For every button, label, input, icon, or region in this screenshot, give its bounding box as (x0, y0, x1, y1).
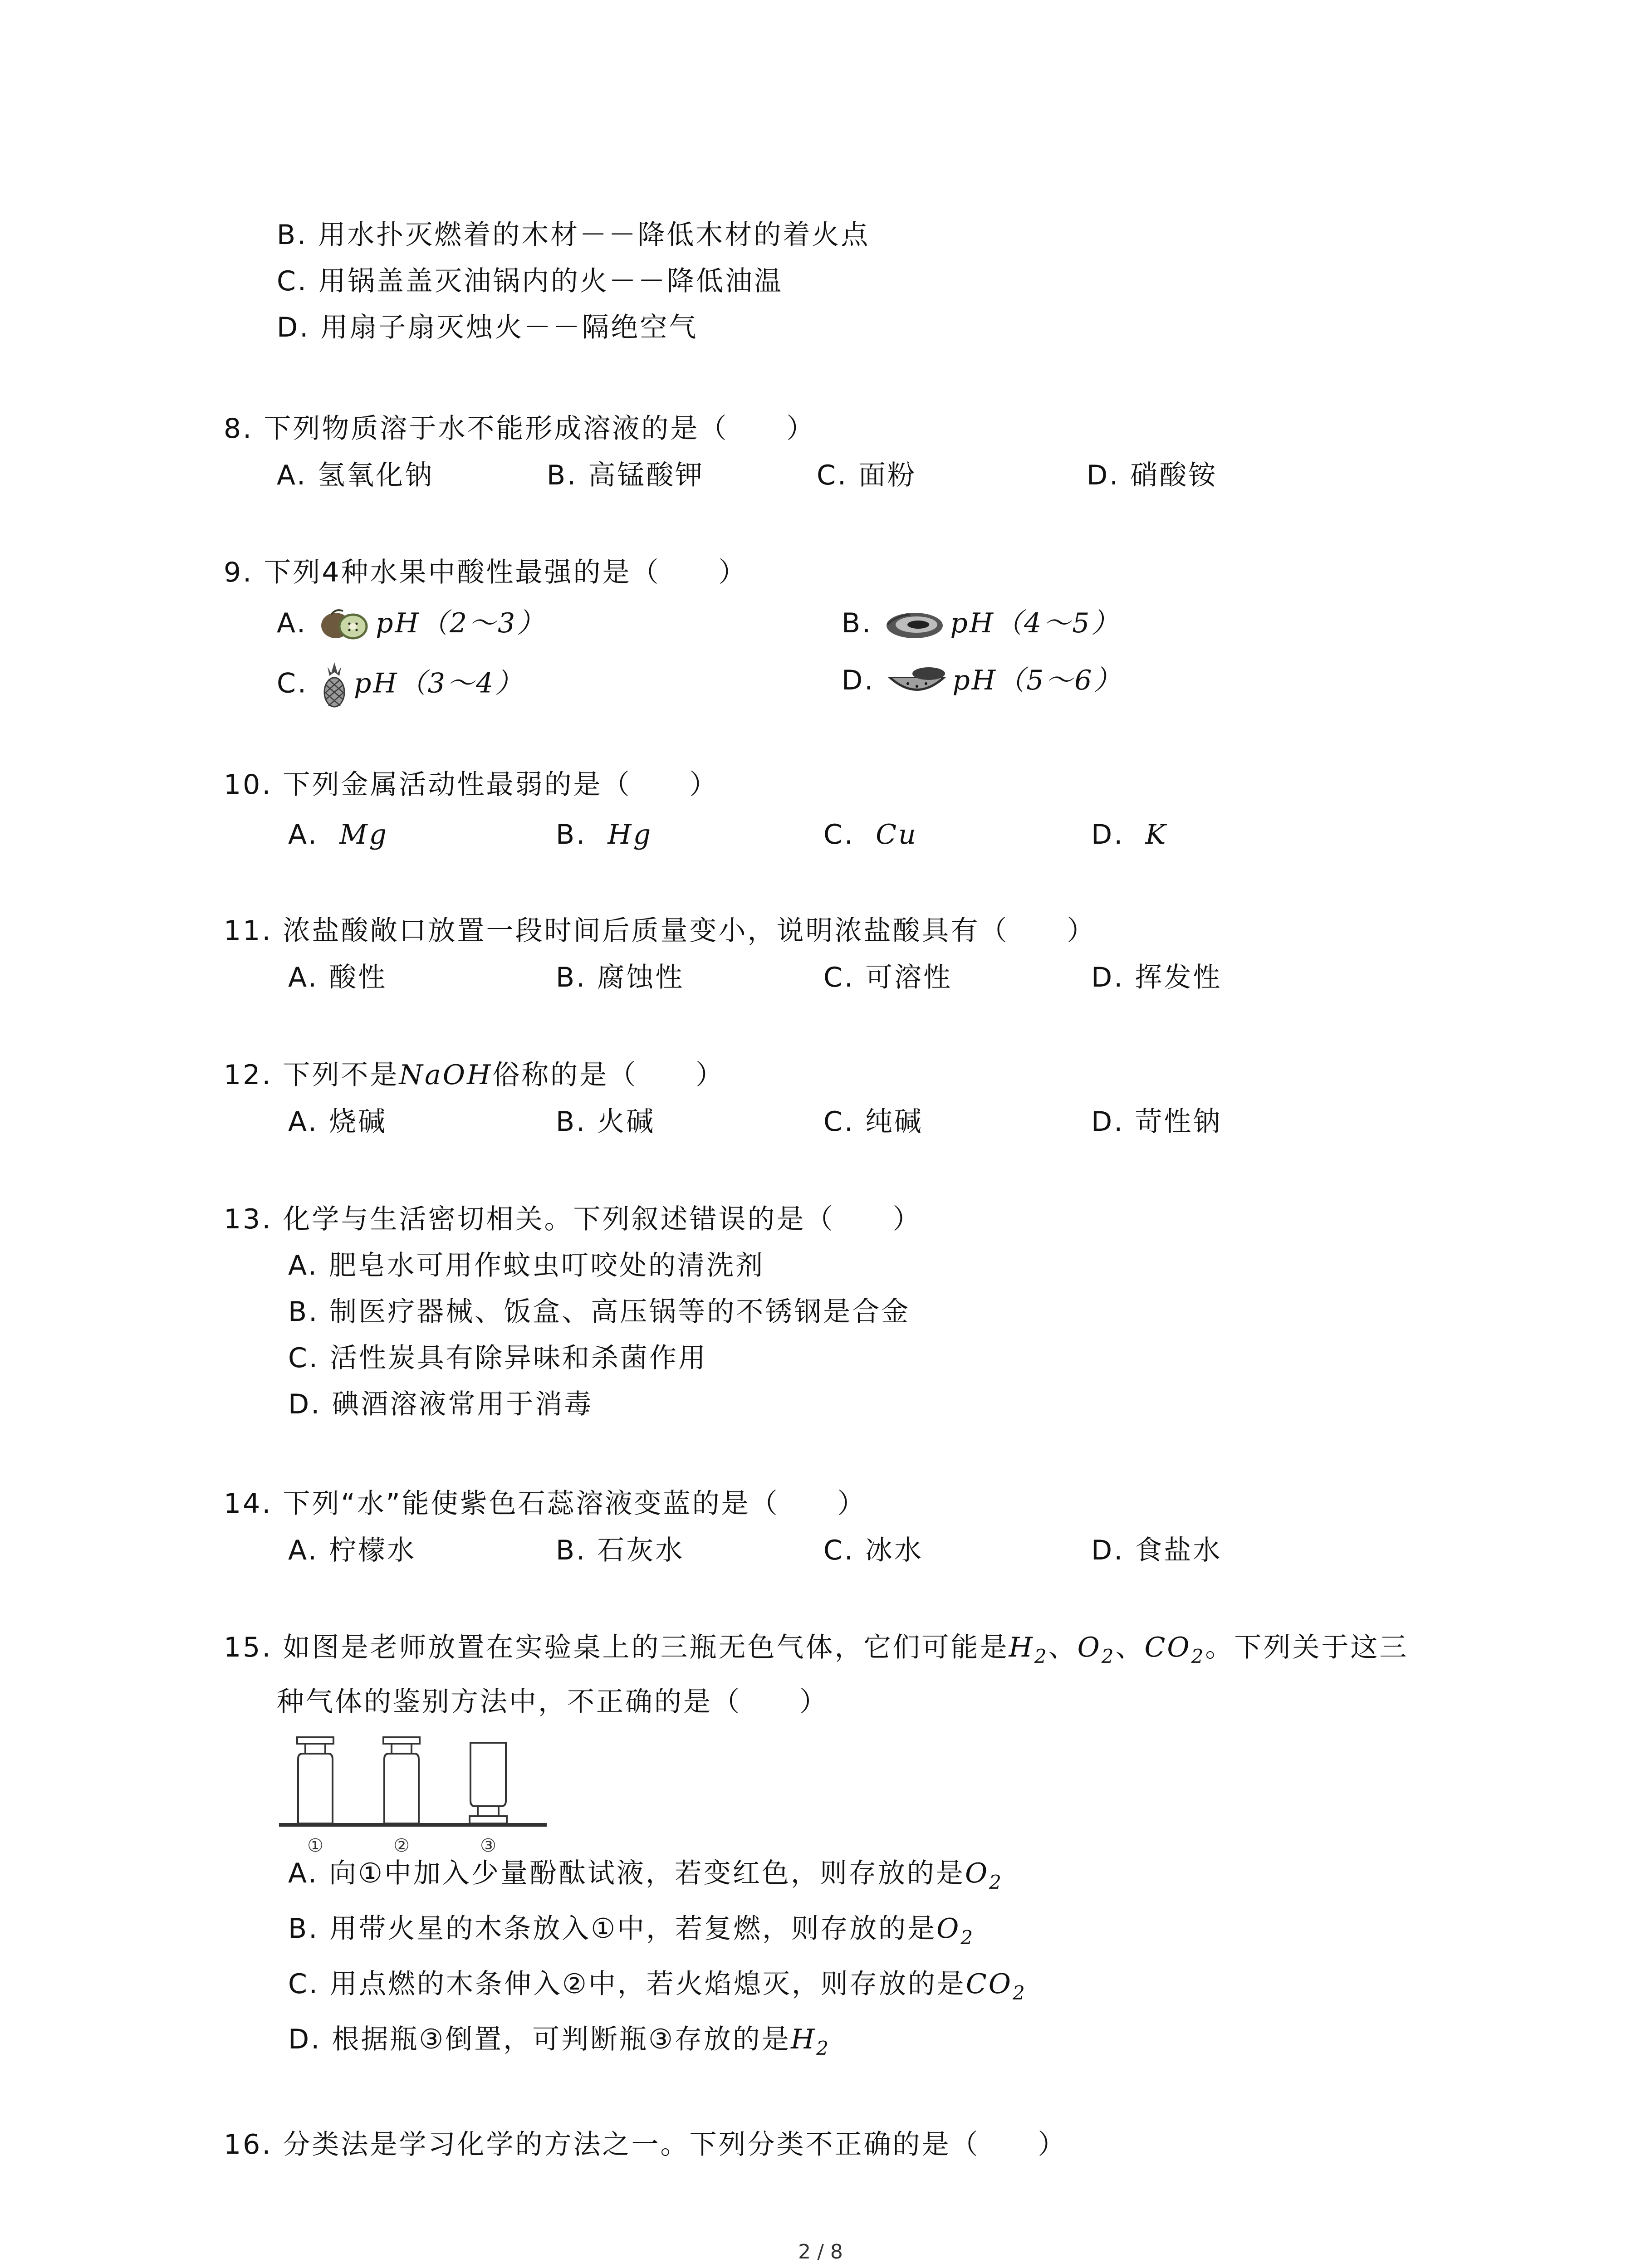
q9-option-a-letter: A. (277, 607, 308, 639)
q15-sep2: 、 (1115, 1632, 1145, 1663)
q13-stem: 13. 化学与生活密切相关。下列叙述错误的是（ ） (224, 1203, 922, 1235)
q13-option-d: D. 碘酒溶液常用于消毒 (288, 1388, 593, 1420)
q15-option-a-text: A. 向①中加入少量酚酞试液，若变红色，则存放的是 (288, 1857, 965, 1889)
q15-option-b-formula: O (936, 1913, 961, 1945)
q7-option-d: D. 用扇子扇灭烛火－－隔绝空气 (277, 312, 698, 343)
q15-gas-co2-sub: 2 (1191, 1645, 1205, 1667)
q10-option-b (556, 816, 652, 853)
bottle-3-label: ③ (480, 1835, 496, 1856)
q7-option-c: C. 用锅盖盖灭油锅内的火－－降低油温 (277, 265, 784, 297)
q9-option-c (277, 662, 524, 708)
q13-option-c: C. 活性炭具有除异味和杀菌作用 (288, 1342, 708, 1374)
q9-option-b (842, 605, 1120, 643)
q14-option-b: B. 石灰水 (556, 1535, 685, 1566)
q12-option-a: A. 烧碱 (288, 1106, 387, 1138)
q15-gas-h2: H (1009, 1632, 1034, 1663)
q11-option-d: D. 挥发性 (1091, 962, 1222, 993)
q8-option-a: A. 氢氧化钠 (277, 459, 434, 491)
q15-sep1: 、 (1048, 1632, 1078, 1663)
q15-stem-post: 。下列关于这三 (1205, 1632, 1409, 1663)
q10-stem: 10. 下列金属活动性最弱的是（ ） (224, 769, 719, 801)
q9-option-a-ph: pH（2～3） (376, 607, 546, 639)
q15-stem-pre: 15. 如图是老师放置在实验桌上的三瓶无色气体，它们可能是 (224, 1632, 1009, 1663)
page-number: 2 / 8 (798, 2240, 843, 2263)
q11-option-a: A. 酸性 (288, 962, 387, 993)
q12-stem (224, 1057, 725, 1093)
q9-option-d (842, 662, 1122, 700)
q15-option-c (288, 1966, 1027, 2011)
q11-stem: 11. 浓盐酸敞口放置一段时间后质量变小，说明浓盐酸具有（ ） (224, 915, 1096, 947)
q10-option-b-formula: Hg (607, 819, 653, 850)
q9-option-d-ph: pH（5～6） (952, 665, 1123, 696)
q14-option-a: A. 柠檬水 (288, 1535, 416, 1566)
pineapple-fruit-icon (318, 662, 350, 708)
q15-gas-h2-sub: 2 (1034, 1645, 1048, 1667)
q11-option-b: B. 腐蚀性 (556, 962, 685, 993)
q8-option-b: B. 高锰酸钾 (547, 459, 705, 491)
watermelon-fruit-icon (885, 664, 949, 700)
q15-option-d-sub: 2 (816, 2037, 830, 2059)
q12-stem-formula: NaOH (399, 1059, 493, 1091)
q15-gas-o2-sub: 2 (1101, 1645, 1116, 1667)
q14-stem: 14. 下列“水”能使紫色石蕊溶液变蓝的是（ ） (224, 1488, 867, 1520)
q10-option-a-letter: A. (288, 819, 319, 850)
q15-option-a (288, 1855, 1003, 1901)
q8-option-c: C. 面粉 (817, 459, 917, 491)
bottle-3-inverted (470, 1743, 507, 1823)
q15-option-d (288, 2021, 830, 2067)
q16-stem: 16. 分类法是学习化学的方法之一。下列分类不正确的是（ ） (224, 2129, 1067, 2160)
q14-option-d: D. 食盐水 (1091, 1535, 1222, 1566)
q15-option-b-text: B. 用带火星的木条放入①中，若复燃，则存放的是 (288, 1913, 937, 1945)
q9-option-b-ph: pH（4～5） (950, 607, 1121, 639)
q10-option-c-letter: C. (823, 819, 855, 850)
q12-option-b: B. 火碱 (556, 1106, 656, 1138)
q15-option-c-text: C. 用点燃的木条伸入②中，若火焰熄灭，则存放的是 (288, 1968, 966, 2000)
q10-option-d-letter: D. (1091, 819, 1125, 850)
q9-option-c-ph: pH（3～4） (354, 667, 524, 699)
q12-option-d: D. 苛性钠 (1091, 1106, 1222, 1138)
q13-option-a: A. 肥皂水可用作蚊虫叮咬处的清洗剂 (288, 1250, 765, 1281)
q15-option-a-sub: 2 (989, 1871, 1003, 1893)
q7-option-b: B. 用水扑灭燃着的木材－－降低木材的着火点 (277, 219, 870, 251)
q15-option-a-formula: O (965, 1857, 989, 1889)
bottle-2-label: ② (393, 1835, 410, 1856)
q15-stem-line1 (224, 1629, 1408, 1675)
q10-option-a (288, 816, 388, 853)
papaya-fruit-icon (883, 606, 946, 643)
q15-option-b-sub: 2 (960, 1926, 975, 1949)
q9-option-d-letter: D. (842, 665, 875, 696)
q15-option-c-sub: 2 (1012, 1982, 1027, 2004)
q9-option-c-letter: C. (277, 667, 308, 699)
q8-option-d: D. 硝酸铵 (1087, 459, 1218, 491)
q9-option-b-letter: B. (842, 607, 873, 639)
q13-option-b: B. 制医疗器械、饭盒、高压锅等的不锈钢是合金 (288, 1296, 911, 1328)
q15-option-c-formula: CO (965, 1968, 1013, 2000)
q10-option-d-formula: K (1145, 819, 1168, 850)
q10-option-d (1091, 816, 1167, 853)
q12-option-c: C. 纯碱 (823, 1106, 924, 1138)
q14-option-c: C. 冰水 (823, 1535, 924, 1566)
q10-option-c (823, 816, 918, 853)
q10-option-c-formula: Cu (876, 819, 918, 850)
bottle-1 (297, 1737, 333, 1823)
q11-option-c: C. 可溶性 (823, 962, 953, 993)
q15-option-d-text: D. 根据瓶③倒置，可判断瓶③存放的是 (288, 2024, 791, 2055)
q9-stem: 9. 下列4种水果中酸性最强的是（ ） (224, 557, 748, 588)
q15-option-d-formula: H (790, 2024, 817, 2055)
q10-option-b-letter: B. (556, 819, 587, 850)
bottle-1-label: ① (307, 1835, 323, 1856)
q15-option-b (288, 1911, 975, 1956)
q9-option-a (277, 605, 546, 643)
q8-stem: 8. 下列物质溶于水不能形成溶液的是（ ） (224, 413, 816, 445)
q15-stem-line2: 种气体的鉴别方法中，不正确的是（ ） (277, 1686, 828, 1718)
kiwi-fruit-icon (318, 606, 372, 643)
q15-gas-co2: CO (1144, 1632, 1191, 1663)
q10-option-a-formula: Mg (339, 819, 389, 850)
q15-gas-o2: O (1077, 1632, 1102, 1663)
q12-stem-pre: 12. 下列不是 (224, 1059, 399, 1091)
bottle-2 (383, 1737, 420, 1823)
q12-stem-post: 俗称的是（ ） (492, 1059, 725, 1091)
